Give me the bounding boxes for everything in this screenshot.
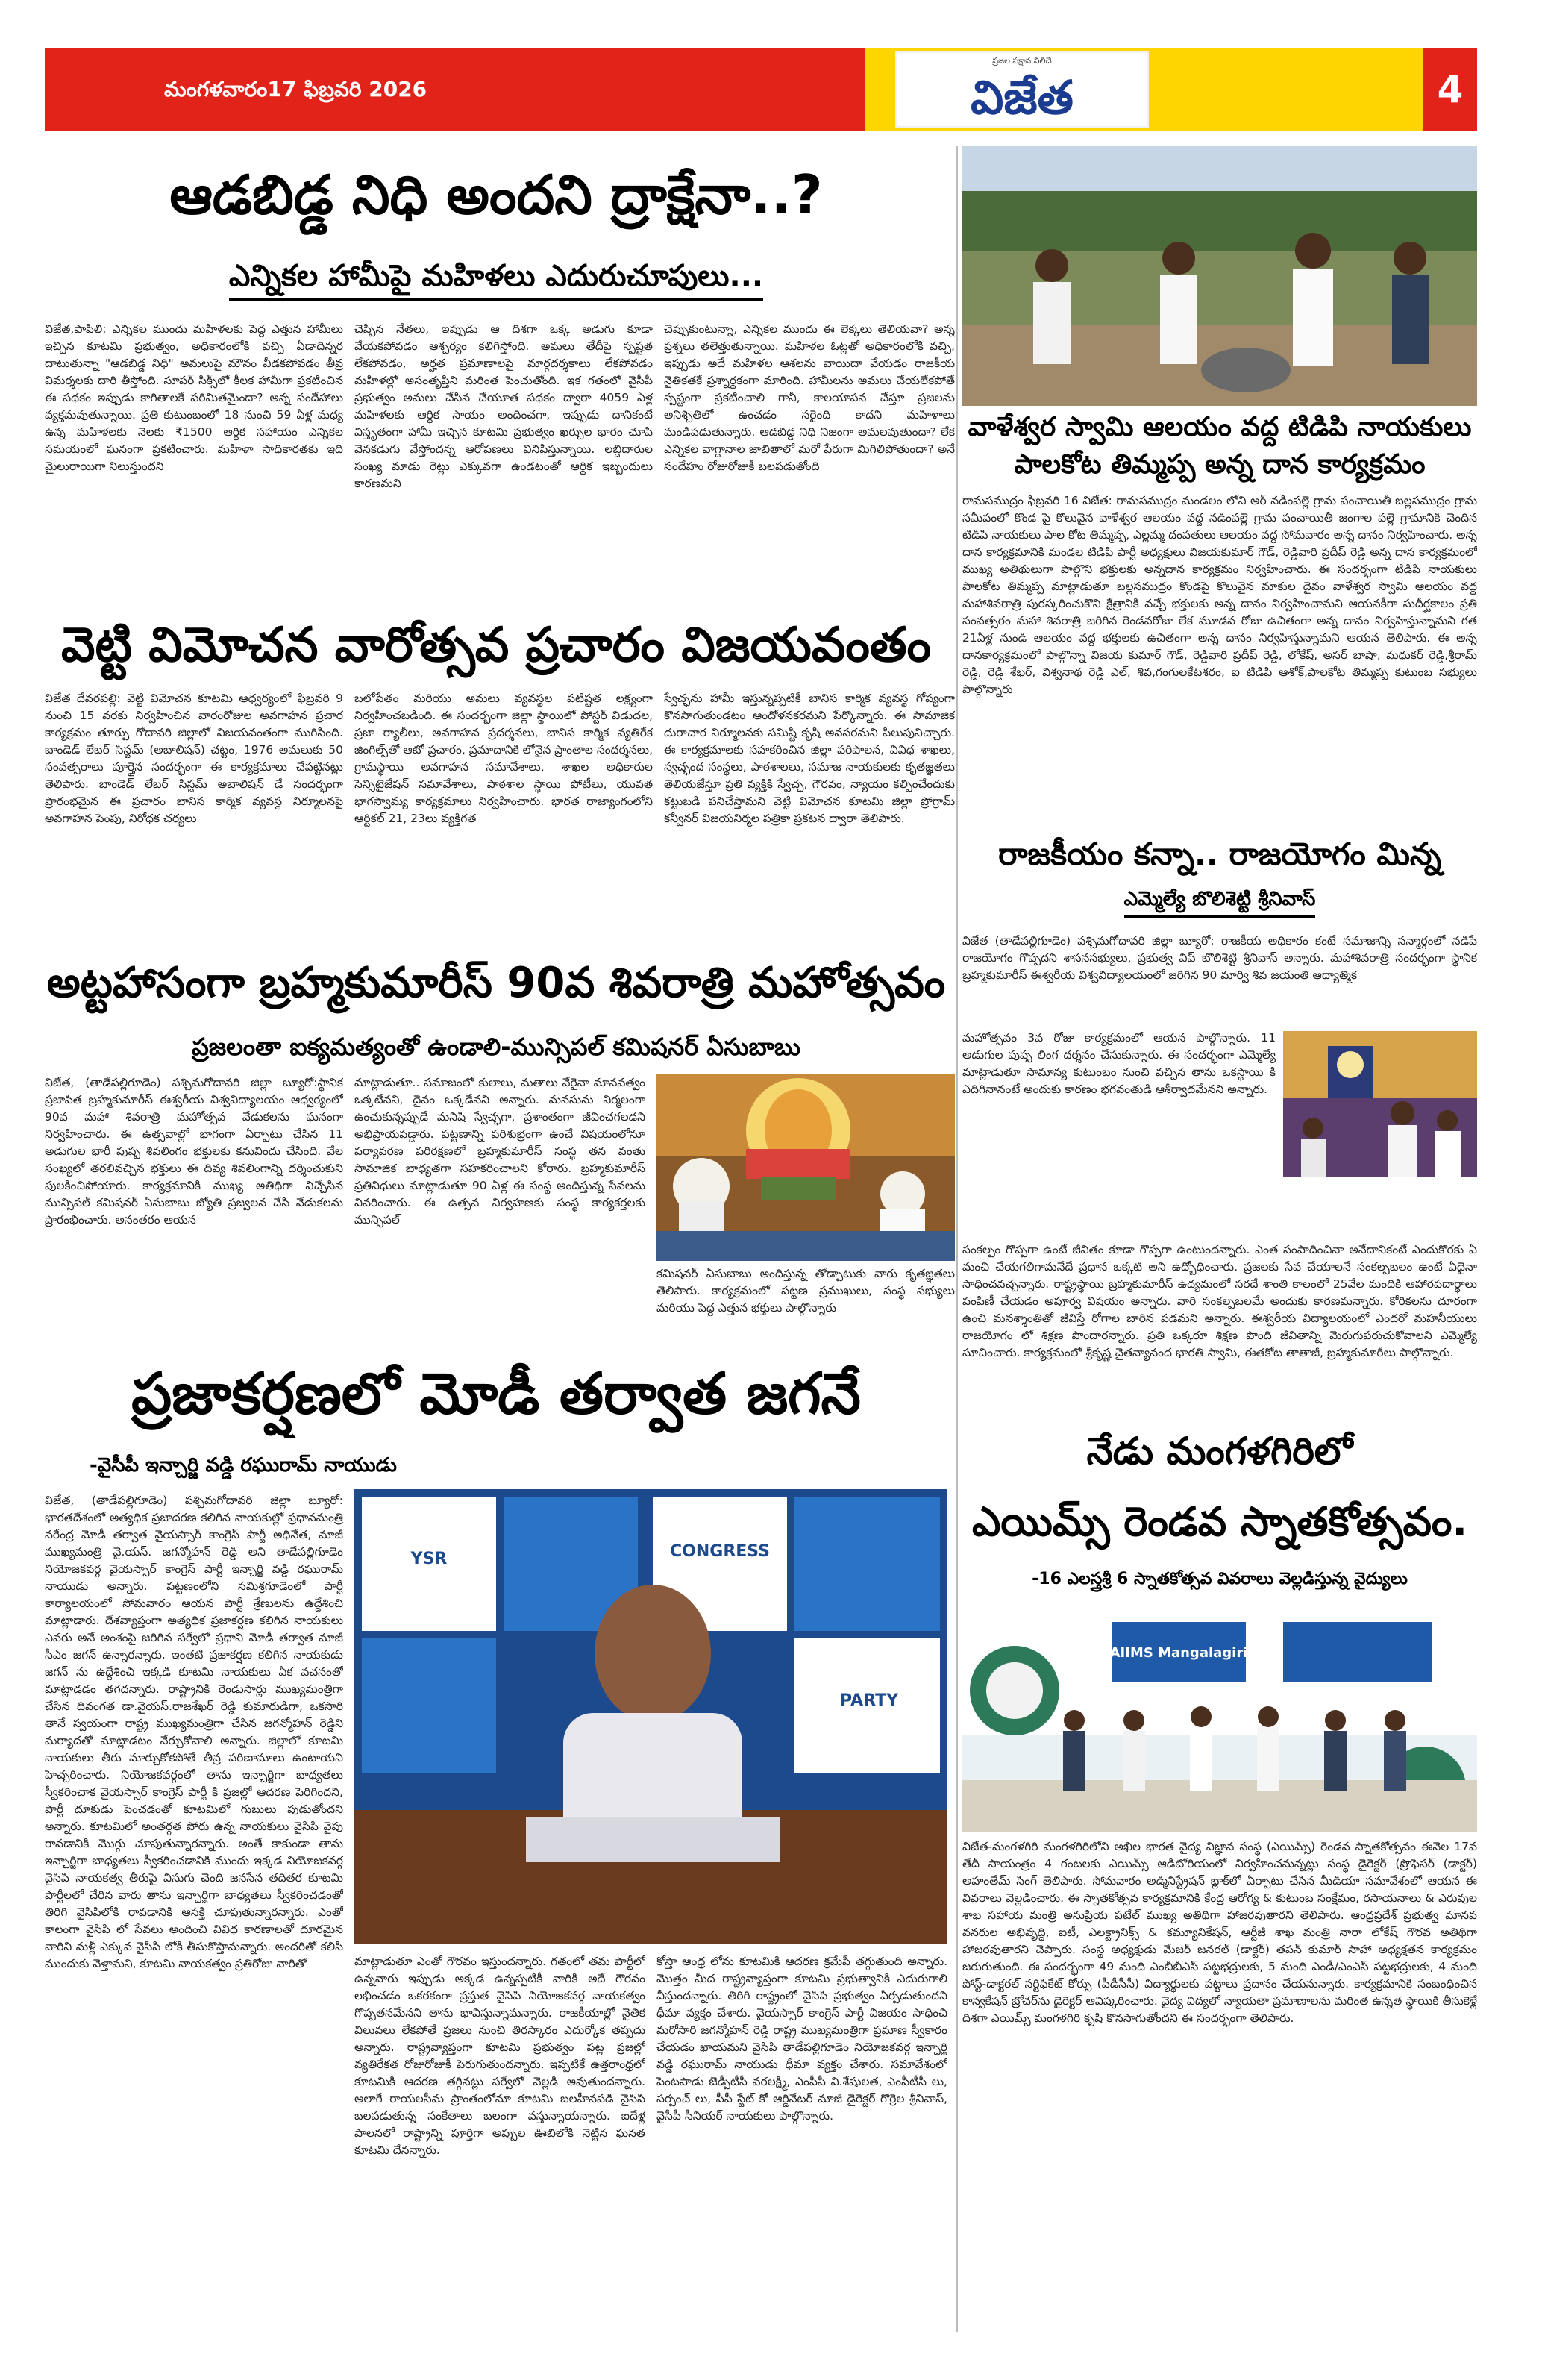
story2-headline: వెట్టి విమోచన వారోత్సవ ప్రచారం విజయవంతం: [60, 618, 932, 673]
story4-headline: ప్రజాకర్షణలో మోడీ తర్వాత జగనే: [131, 1360, 861, 1427]
story3-column-1: విజేత, (తాడేపల్లిగూడెం) పశ్చిమగోదావరి జిల్లా బ్యూరో:స్థానిక ప్రజాపిత బ్రహ్మకుమారీస్ ఈశ్వరీయ విశ్వవిద్యాలయం ఆధ్వర్యంలో 90వ మహా శివరాత్రి మహోత్సవ వేడుకలను ఘనంగా నిర్వహించారు. ఈ ఉత్సవాల్లో భాగంగా ఏర్పాటు చేసిన 11 అడుగుల భారీ పుష్ప శివలింగం భక్తులకు కనువిందు చేసింది. వేల సంఖ్యలో తరలివచ్చిన భక్తులు ఈ దివ్య శివలింగాన్ని దర్శించుకుని పులకించిపోయారు. కార్యక్రమానికి ముఖ్య అతిథిగా విచ్చేసిన మున్సిపల్ కమిషనర్ ఏసుబాబు జ్యోతి ప్రజ్వలన చేసి వేడుకలను ప్రారంభించారు. అనంతరం ఆయన: [45, 1076, 343, 1227]
story2-column-3: స్వేచ్ఛను హామీ ఇస్తున్నప్పటికీ బానిస కార్మిక వ్యవస్థ గోప్యంగా కొనసాగుతుండటం ఆందోళనకరమని పేర్కొన్నారు. ఈ సామాజిక దురాచార నిర్మూలనకు సమిష్టి కృషి అవసరమని పిలుపునిచ్చారు. ఈ కార్యక్రమాలకు సహకరించిన జిల్లా పరిపాలన, వివిధ శాఖలు, స్వచ్ఛంద సంస్థలు, పాఠశాలలు, సమాజ నాయకులకు కృతజ్ఞతలు తెలియజేస్తూ ప్రతి వ్యక్తికి స్వేచ్ఛ, గౌరవం, న్యాయం కల్పించేందుకు కట్టుబడి పనిచేస్తామని వెట్టి విమోచన కూటమి జిల్లా ప్రోగ్రామ్ కన్వీనర్ విజయనిర్మల పత్రికా ప్రకటన ద్వారా తెలిపారు.: [664, 692, 955, 825]
story7-headline-line1: నేడు మంగళగిరిలో: [1086, 1429, 1353, 1473]
annadanam-photo: [962, 146, 1477, 406]
ysr-banner-text-2: CONGRESS: [670, 1542, 770, 1561]
logo-name: విజేత: [971, 70, 1074, 125]
masthead-date: మంగళవారం17 ఫిబ్రవరి 2026: [45, 48, 865, 131]
story3-subhead: ప్రజలంతా ఐక్యమత్యంతో ఉండాలి-మున్సిపల్ కమిషనర్ ఏసుబాబు: [192, 1033, 800, 1061]
ysr-banner-text-1: YSR: [410, 1550, 448, 1568]
story4-byline: -వైసీపీ ఇన్చార్జి వడ్డి రఘురామ్ నాయుడు: [90, 1454, 397, 1476]
story6-body: సంకల్పం గొప్పగా ఉంటే జీవితం కూడా గొప్పగా ఉంటుందన్నారు. ఎంత సంపాదించినా అనేదానికంటే ఎందుకొరకు ఏ మంచి చేయగలిగామనేదే ప్రధాన ఒక్కటి అని ఉద్బోధించారు. ప్రజలకు సేవ చేయాలనే సంకల్పబలం ఉంటే ఏదైనా సాధించవచ్చన్నారు. రాష్ట్రస్థాయి బ్రహ్మకుమారీస్ ఉద్యమంలో సరదే శాంతి కాలంలో 25వేల మందికి ఆహారపదార్థాలు పంపిణీ చేయడం అపూర్వ విషయం అన్నారు. వారి సంకల్పబలమే అందుకు కారణమన్నారు. కోరికలను దూరంగా ఉంచి మనశ్శాంతితో జీవిస్తే రోగాల బారిన పడమని అన్నారు. ఈశ్వరీయ విద్యాలయంలో ఎందరో మహనీయులు రాజయోగం లో శిక్షణ పొందారన్నారు. ప్రతి ఒక్కరూ శిక్షణ పొంది జీవితాన్ని మెరుగుపరుచుకోవాలని ఎమ్మెల్యే సూచించారు. కార్యక్రమంలో శ్రీకృష్ణ చైతన్యానంద భారతి స్వామి, ఈతకోట తాతాజీ, బ్రహ్మకుమారీలు పాల్గొన్నారు.: [962, 1243, 1477, 1359]
story5-photo-caption: వాళేశ్వర స్వామి ఆలయం వద్ద టిడిపి నాయకులు పాలకోట తిమ్మప్ప అన్న దాన కార్యక్రమం: [968, 412, 1472, 480]
story1-column-2: చెప్పిన నేతలు, ఇప్పుడు ఆ దిశగా ఒక్క అడుగు కూడా వేయకపోవడం ఆశ్చర్యం కలిగిస్తోంది. అమలు తేదీపై స్పష్టత లేకపోవడం, అర్హత ప్రమాణాలపై మార్గదర్శకాలు లేకపోవడం మహిళల్లో అసంతృప్తిని మరింత పెంచుతోంది. ఇక గతంలో వైసీపీ ప్రభుత్వం అమలు చేసిన చేయూత పథకం ద్వారా 4059 ఏళ్ల మహిళలకు ఆర్థిక సాయం అందించగా, ఇప్పుడు దానికంటే విస్తృతంగా హామీ ఇచ్చిన కూటమి ప్రభుత్వం ఖర్చుల భారం చూపి వెనకడుగు వేస్తోందన్న ఆరోపణలు వినిపిస్తున్నాయి. లబ్దిదారుల సంఖ్య మాడు రెట్లు ఎక్కువగా ఉండటంతో ఆర్థిక ఇబ్బందులు కారణమని: [354, 322, 653, 490]
story4-column-3: కోస్తా ఆంధ్ర లోను కూటమికి ఆదరణ క్రమేపీ తగ్గుతుంది అన్నారు. మొత్తం మీద రాష్ట్రవ్యాప్తంగా కూటమి ప్రభుత్వానికి ఎదురుగాలి వీస్తుందన్నారు. తిరిగి రాష్ట్రంలో వైసిపి ప్రభుత్వం ఏర్పడుతుందని ధీమా వ్యక్తం చేశారు. వైయస్సార్ కాంగ్రెస్ పార్టీ విజయం సాధించి మరోసారి జగన్మోహన్ రెడ్డి రాష్ట్ర ముఖ్యమంత్రిగా ప్రమాణ స్వీకారం చేయడం ఖాయమని వైసిపి తాడేపల్లిగూడెం నియోజకవర్గ ఇన్చార్జి వడ్డి రఘురామ్ నాయుడు ధీమా వ్యక్తం చేశారు. సమావేశంలో పెంటపాడు జెడ్పీటీసీ వరలక్ష్మి, ఎంపీపీ వి.శేషులత, ఎంపీటీసీ లు, సర్పంచ్ లు, పీపీ స్టేట్ కో ఆర్డినేటర్ మాజీ డైరెక్టర్ గొర్రెల శ్రీనివాస్, వైసీపీ సీనియర్ నాయకులు పాల్గొన్నారు.: [656, 1955, 947, 2123]
story3-column-2: మాట్లాడుతూ.. సమాజంలో కులాలు, మతాలు వేరైనా మానవత్వం ఒక్కటేనని, దైవం ఒక్కడేనని అన్నారు. మనసును నిర్మలంగా ఉంచుకున్నప్పుడే మనిషి స్వేచ్ఛగా, ప్రశాంతంగా జీవించగలడని అభిప్రాయపడ్డారు. పట్టణాన్ని పరిశుభ్రంగా ఉంచే విషయంలోనూ పర్యావరణ పరిరక్షణలో బ్రహ్మకుమారీస్ సంస్థ తన వంతు సామాజిక బాధ్యతగా సహకరించాలని కోరారు. బ్రహ్మకుమారీస్ ప్రతినిధులు మాట్లాడుతూ 90 ఏళ్ల ఈ సంస్థ అందిస్తున్న సేవలను వివరించారు. ఈ ఉత్సవ నిర్వహణకు సంస్థ కార్యకర్తలకు మున్సిపల్: [354, 1076, 645, 1227]
story1-subhead: ఎన్నికల హామీపై మహిళలు ఎదురుచూపులు...: [45, 254, 947, 306]
masthead: [45, 48, 1477, 131]
ysr-press-meet-photo: [354, 1489, 947, 1944]
story5-body: రామసముద్రం ఫిబ్రవరి 16 విజేత: రామసముద్రం మండలం లోని అర్ నడింపల్లె గ్రామ పంచాయితీ బల్లసముద్రం గ్రామ సమీపంలో కొండ పై కొలువైన వాళేశ్వర ఆలయం వద్ద నడింపల్లె గ్రామ పంచాయితీ జంగాల పల్లె గ్రామానికి చెందిన టిడిపి నాయకులు పాల కోట తిమ్మప్ప, ఎల్లమ్మ దంపతులు ఆలయం వద్ద సోమవారం అన్న దానం నిర్వహించారు. అన్న దాన కార్యక్రమానికి మండల టిడిపి పార్టీ అధ్యక్షులు విజయకుమార్ గౌడ్, రెడ్డివారి ప్రదీప్ రెడ్డి అన్న దాన కార్యక్రమంలో ముఖ్య అతిథులుగా పాల్గొని భక్తులకు అన్నదాన కార్యక్రమం నిర్వహించారు. ఈ సందర్భంగా టిడిపి నాయకులు పాలకోట తిమ్మప్ప మాట్లాడుతూ బల్లసముద్రం కొండపై కొలువైన మాకుల దైవం వాళేశ్వర స్వామి ఆలయం వద్ద మహాశివరాత్రి పురస్కరించుకొని క్షేత్రానికి వచ్చే భక్తులకు అన్న దానం నిర్వహించామని ఆయనకీగా సుదీర్ఘకాలం ప్రతి సంవత్సరం మహా శివరాత్రి జరిగిన రెండవరోజు లేక మూడవ రోజు ఉచితంగా అన్న దానం నిర్వహిస్తున్నామని గత 21ఏళ్ల నుండి ఆలయం వద్ద భక్తులకు ఉచితంగా అన్న దానం నిర్వహిస్తున్నామని ఆయన తెలిపారు. ఈ అన్న దానకార్యక్రమంలో పాల్గొన్నా విజయ కుమార్ గౌడ్, రెడ్డివారి ప్రదీప్ రెడ్డి, లోకేష్, అసర్ బాషా, మధుకర్ రెడ్డి,శ్రీరామ్ రెడ్డి, రెడ్డి శేఖర్, విశ్వనాథ రెడ్డి ఎల్, శివ,గంగులకేటశరం, ఐ టిడిపి ఆశోక్,పాలకోట తిమ్మప్ప కుటుంబ సభ్యులు పాల్గొన్నారు: [962, 494, 1477, 696]
aiims-press-photo: [962, 1609, 1477, 1832]
story2-column-1: విజేత దేవరపల్లి: వెట్టి విమోచన కూటమి ఆధ్వర్యంలో ఫిబ్రవరి 9 నుంచి 15 వరకు నిర్వహించిన వారంరోజుల అవగాహన ప్రచార కార్యక్రమం తూర్పు గోదావరి జిల్లాలో విజయవంతంగా ముగిసింది. బాండెడ్ లేబర్ సిస్టమ్ (అబాలిషన్) చట్టం, 1976 అమలుకు 50 సంవత్సరాలు పూర్తైన సందర్భంగా ఈ కార్యక్రమాలు చేపట్టినట్లు తెలిపారు. బాండెడ్ లేబర్ సిస్టమ్ అబాలిషన్ డే సందర్భంగా ప్రారంభమైన ఈ ప్రచారం బానిస కార్మిక వ్యవస్థ నిర్మూలనపై అవగాహన పెంపు, నిరోధక చర్యలు: [45, 692, 343, 825]
mla-event-photo: [1283, 1031, 1477, 1177]
ysr-banner-text-3: PARTY: [839, 1691, 899, 1710]
story3-column-3: కమిషనర్ ఏసుబాబు అందిస్తున్న తోడ్పాటుకు వారు కృతజ్ఞతలు తెలిపారు. కార్యక్రమంలో పట్టణ ప్రముఖులు, సంస్థ సభ్యులు మరియు పెద్ద ఎత్తున భక్తులు పాల్గొన్నారు: [656, 1267, 955, 1315]
story7-headline-line2: ఎయిమ్స్ రెండవ స్నాతకోత్సవం.: [972, 1498, 1467, 1545]
story2-column-2: బలోపేతం మరియు అమలు వ్యవస్థల పటిష్టత లక్ష్యంగా నిర్వహించబడింది. ఈ సందర్భంగా జిల్లా స్థాయిలో పోస్టర్ విడుదల, ప్రజా ర్యాలీలు, అవగాహన ప్రదర్శనలు, బానిస కార్మిక వ్యతిరేక జింగిల్స్‌తో ఆటో ప్రచారం, ప్రమాదానికి లోనైన ప్రాంతాల సందర్శనలు, గ్రామస్థాయి అవగాహన సమావేశాలు, శాఖల అధికారుల సెన్సిటైజేషన్ సమావేశాలు, పాఠశాల స్థాయి పోటీలు, యువత భాగస్వామ్య కార్యక్రమాలు నిర్వహించారు. భారత రాజ్యాంగంలోని ఆర్టికల్ 21, 23లు వ్యక్తిగత: [354, 692, 653, 825]
story1-headline: ఆడబిడ్డ నిధి అందని ద్రాక్షేనా..?: [169, 163, 823, 226]
column-divider: [956, 146, 958, 2332]
story7-subhead: -16 ఎలస్త్రశ్రీ 6 స్నాతకోత్సవ వివరాలు వెల్లడిస్తున్న వైద్యులు: [1032, 1570, 1408, 1588]
logo-tagline: ప్రజల పక్షాన నిలిచే: [992, 56, 1052, 66]
brahmakumaris-photo: [656, 1074, 955, 1261]
page-number: 4: [1423, 48, 1477, 131]
story7-body: విజేత-మంగళగిరి మంగళగిరిలోని అఖిల భారత వైద్య విజ్ఞాన సంస్థ (ఎయిమ్స్) రెండవ స్నాతకోత్సవం ఈనెల 17వ తేదీ సాయంత్రం 4 గంటలకు ఎయిమ్స్ ఆడిటోరియంలో నిర్వహించనున్నట్లు సంస్థ డైరెక్టర్ (ప్రొఫెసర్ (డాక్టర్) అహంతేమ్ సింగ్ తెలిపారు. సోమవారం అడ్మినిస్ట్రేషన్ బ్లాక్‌లో ఏర్పాటు చేసిన మీడియా సమావేశంలో ఆయన ఈ వివరాలు వెల్లడించారు. ఈ స్నాతకోత్సవ కార్యక్రమానికి కేంద్ర ఆరోగ్య & కుటుంబ సంక్షేమం, రసాయనాలు & ఎరువుల శాఖ సహాయ మంత్రి అనుప్రియ పటేల్ ముఖ్య అతిథిగా హాజరవుతారని తెలిపారు. ఆంధ్రప్రదేశ్ ప్రభుత్వ మానవ వనరుల అభివృద్ధి, ఐటీ, ఎలక్ట్రానిక్స్ & కమ్యూనికేషన్, ఆర్టీజీ శాఖ మంత్రి నారా లోకేష్ గౌరవ అతిథిగా హాజరవుతారని చెప్పారు. సంస్థ అధ్యక్షుడు మేజర్ జనరల్ (డాక్టర్) తపన్ కుమార్ సాహా అధ్యక్షతన కార్యక్రమం జరుగుతుంది. ఈ సందర్భంగా 49 మంది ఎంబీబీఎస్ పట్టభద్రులకు, 5 మంది ఎండీ/ఎంఎస్ పట్టభద్రులకు, 4 మంది పోస్ట్-డాక్టరల్ సర్టిఫికేట్ కోర్సు (పీడీసీసీ) విద్యార్థులకు పట్టాలు ప్రదానం చేయనున్నారు. కార్యక్రమానికి సంబంధించిన కాన్వకేషన్ బ్రోచర్‌ను డైరెక్టర్ ఆవిష్కరించారు. వైద్య విద్యలో న్యాయతా ప్రమాణాలను మరింత ఉన్నత స్థాయికి తీసుకెళ్లే దిశగా ఎయిమ్స్ మంగళగిరి కృషి కొనసాగుతోందని ఈ సందర్భంగా తెలిపారు.: [962, 1840, 1477, 2025]
story4-column-2: మాట్లాడుతూ ఎంతో గౌరవం ఇస్తుందన్నారు. గతంలో తమ పార్టీలో ఉన్నవారు ఇప్పుడు అక్కడ ఉన్నప్పటికీ వారికి అదే గౌరవం లభించడం ఒకరకంగా ప్రస్తుత వైసిపి నియోజకవర్గ నాయకత్వం గొప్పతనమేనని తాను భావిస్తున్నామన్నారు. రాజకీయాల్లో నైతిక విలువలు లేకపోతే ప్రజలు నుంచి తిరస్కారం ఎదుర్కోక తప్పదు అన్నారు. రాష్ట్రవ్యాప్తంగా కూటమి ప్రభుత్వం పట్ల ప్రజల్లో వ్యతిరేకత రోజురోజుకీ పెరుగుతుందన్నారు. ఇప్పటికే ఉత్తరాంధ్రలో కూటమికి ఆదరణ తగ్గినట్లు సర్వేలో వెల్లడి అవుతుందన్నారు. అలాగే రాయలసీమ ప్రాంతంలోనూ కూటమి బలహీనపడి వైసిపి బలపడుతున్న సంకేతాలు బలంగా వస్తున్నాయన్నారు. ఐదేళ్ల పాలనలో రాష్ట్రాన్ని పూర్తిగా అప్పుల ఊబిలోకి నెట్టిన ఘనత కూటమి దేనన్నారు.: [354, 1955, 645, 2157]
newspaper-logo: [895, 51, 1149, 128]
story6-side-column: మహోత్సవం 3వ రోజు కార్యక్రమంలో ఆయన పాల్గొన్నారు. 11 అడుగుల పుష్ప లింగ దర్శనం చేసుకున్నారు. ఈ సందర్భంగా ఎమ్మెల్యే మాట్లాడుతూ సామాన్య కుటుంబం నుంచి వచ్చిన తాను ఒకస్థాయి కి ఎదిగినానంటే అందుకు కారణం భగవంతుడి ఆశీర్వాదమేనని అన్నారు.: [962, 1031, 1276, 1096]
story6-intro: విజేత (తాడేపల్లిగూడెం) పశ్చిమగోదావరి జిల్లా బ్యూరో: రాజకీయ అధికారం కంటే సమాజాన్ని సన్మార్గంలో నడిపే రాజయోగం గొప్పదని శాసనసభ్యులు, ప్రభుత్వ విప్ బొలిశెట్టి శ్రీనివాస్ అన్నారు. మహాశివరాత్రి సందర్భంగా స్థానిక బ్రహ్మకుమారీస్ ఈశ్వరీయ విశ్వవిద్యాలయంలో జరిగిన 90 మార్వి శివ జయంతి ఆధ్యాత్మిక: [962, 934, 1477, 982]
story1-column-3: చెప్పుకుంటున్నా, ఎన్నికల ముందు ఈ లెక్కలు తెలియవా? అన్న ప్రశ్నలు తలెత్తుతున్నాయి. మహిళల ఓట్లతో అధికారంలోకి వచ్చి, ఇప్పుడు అదే మహిళల ఆశలను వాయిదా వేయడం రాజకీయ నైతికతకే ప్రశ్నార్థకంగా మారింది. హామీలను అమలు చేయలేకపోతే స్పష్టంగా ప్రకటించాలి గానీ, కాలయాపన చేస్తూ ప్రజలను అనిశ్చితిలో ఉంచడం సరైంది కాదని మహిళాలు మండిపడుతున్నారు. ఆడబిడ్డ నిధి నిజంగా అమలవుతుందా? లేక ఎన్నికల వాగ్దానాల జాబితాలో మరో పేరుగా మిగిలిపోతుందా? అనే సందేహం రోజురోజుకీ బలపడుతోంది: [664, 322, 955, 473]
story4-column-1: విజేత, (తాడేపల్లిగూడెం) పశ్చిమగోదావరి జిల్లా బ్యూరో: భారతదేశంలో అత్యధిక ప్రజాదరణ కలిగిన నాయకుల్లో ప్రధానమంత్రి నరేంద్ర మోడీ తర్వాత వైయస్సార్ కాంగ్రెస్ పార్టీ అధినేత, మాజీ ముఖ్యమంత్రి వై.యస్. జగన్మోహన్ రెడ్డి అని తాడేపల్లిగూడెం నియోజకవర్గ వైయస్సార్ కాంగ్రెస్ పార్టీ ఇన్చార్జి వడ్డి రఘురామ్ నాయుడు అన్నారు. పట్టణంలోని సమిశ్రగూడెంలో పార్టీ కార్యాలయంలో సోమవారం ఆయన పార్టీ శ్రేణులను ఉద్దేశించి మాట్లాడారు. దేశవ్యాప్తంగా అత్యధిక ప్రజాకర్షణ కలిగిన నాయకులు ఎవరు అనే అంశంపై జరిగిన సర్వేలో ప్రధాని మోడీ తర్వాత మాజీ సీఎం జగన్ ఉన్నారన్నారు. ఇంతటి ప్రజాకర్షణ కలిగిన నాయకుడు జగన్ ను ఉద్దేశించి ఇక్కడి కూటమి నాయకులు ఏక వచనంతో మాట్లాడడం తగదన్నారు. రాష్ట్రానికి రెండుసార్లు ముఖ్యమంత్రిగా చేసిన దివంగత డా.వైయస్.రాజశేఖర్ రెడ్డి కుమారుడిగా, ఒకసారి తానే స్వయంగా రాష్ట్ర ముఖ్యమంత్రిగా చేసిన జగన్మోహన్ రెడ్డిని మర్యాదతో మాట్లాడటం నేర్చుకోవాలి అన్నారు. జిల్లాలో కూటమి నాయకులు తీరు మార్చుకోకపోతే తీవ్ర పరిణామాలు ఉంటాయని హెచ్చరించారు. నియోజకవర్గంలో తాను ఇన్చార్జిగా బాధ్యతలు స్వీకరించాక వైయస్సార్ కాంగ్రెస్ పార్టీ కి ప్రజల్లో ఆదరణ పెరిగిందని, పార్టీ దూకుడు పెంచడంతో కూటమిలో గుబులు పుడుతోందని అన్నారు. కూటమిలో అంతర్గత పోరు ఉన్న నాయకులు వైసిపి వైపు రావడానికి మొగ్గు చూపుతున్నారన్నారు. అంతే కాకుండా తాను ఇన్చార్జిగా బాధ్యతలు స్వీకరించడానికి ముందు ఇక్కడ నియోజకవర్గ వైసిపి నాయకత్వ తీరుపై విసుగు చెంది జనసేన తదితర కూటమి పార్టీలలో చేరిన వారు తాను ఇన్చార్జిగా బాధ్యతలు స్వీకరించడంతో తిరిగి వైసిపిలోకి రావడానికి ఆసక్తి చూపుతున్నారన్నారు. ఎంతో కాలంగా వైసిపి లో సేవలు అందించి వివిధ కారణాలతో దూరమైన వారిని మళ్లీ ఎక్కువ వైసిపి లోకి తీసుకొస్తామన్నారు. అందరితో కలిసి ముందుకు వెళ్తామని, కూటమి నాయకత్వం ప్రతిరోజు వారితో: [45, 1494, 343, 1970]
story3-headline: అట్టహాసంగా బ్రహ్మకుమారీస్ 90వ శివరాత్రి మహోత్సవం: [46, 959, 946, 1007]
story1-column-1: విజేత,పాపిలి: ఎన్నికల ముందు మహిళలకు పెద్ద ఎత్తున హామీలు ఇచ్చిన కూటమి ప్రభుత్వం, అధికారంలోకి వచ్చి ఏడాదిన్నర దాటుతున్నా "ఆడబిడ్డ నిధి" అమలుపై మౌనం వీడకపోవడం తీవ్ర విమర్శలకు దారి తీస్తోంది. సూపర్ సిక్స్‌లో కీలక హామీగా ప్రకటించిన ఈ పథకం ఇప్పుడు కాగితాలకే పరిమితమైందా? అన్న సందేహాలు వ్యక్తమవుతున్నాయి. ప్రతి కుటుంబంలో 18 నుంచి 59 ఏళ్ల మధ్య ఉన్న మహిళలకు నెలకు ₹1500 ఆర్థిక సహాయం ఎన్నికల సమయంలో ఘనంగా ప్రకటించారు. మహిళా సాధికారతకు ఇది మైలురాయిగా నిలుస్తుందని: [45, 322, 343, 473]
story6-subhead: ఎమ్మెల్యే బొలిశెట్టి శ్రీనివాస్: [962, 880, 1477, 918]
story6-headline: రాజకీయం కన్నా.. రాజయోగం మిన్న: [998, 836, 1441, 872]
aiims-banner-text: AIIMS Mangalagiri: [1109, 1645, 1248, 1661]
